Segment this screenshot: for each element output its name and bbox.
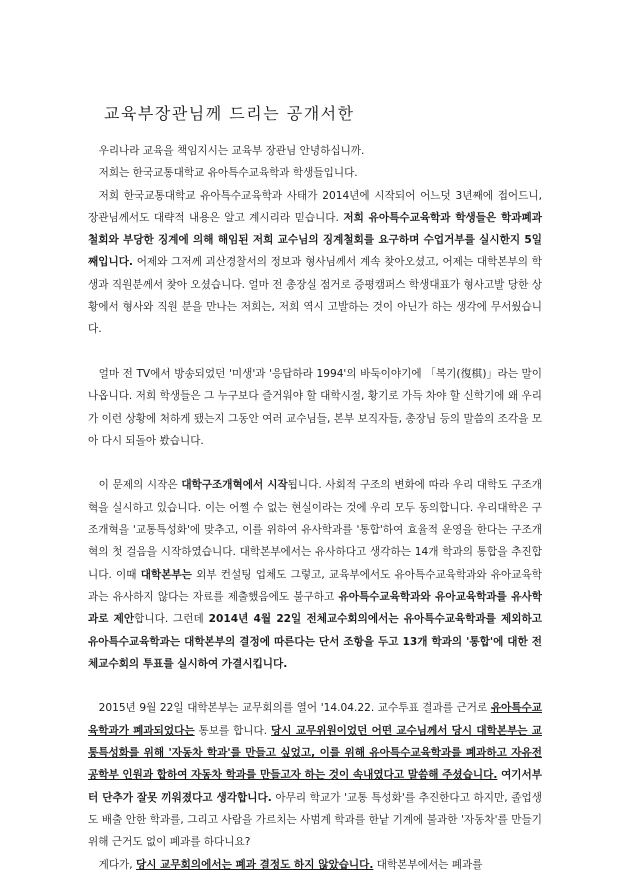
- paragraph: [88, 185, 542, 341]
- text-run: 2015년 9월 22일 대학본부는 교무회의를 열어 '14.04.22. 교수투표 결과를 근거로: [98, 702, 491, 715]
- paragraph: [88, 140, 542, 162]
- text-run: 당시 교무위원이었던 어떤 교수님께서 당시 대학본부는 교통특성화를 위해 '자동차 학과'를 만들고 싶었고, 이를 위해 유아특수교육학과를 폐과하고 자유전공학부 인원과 합하여 자동차 학과를 만들고자 하는 것이 속내였다고 말씀해 주셨습니다.: [88, 724, 542, 782]
- text-run: 2014년 4월 22일 전체교수회의에서는 유아특수교육학과를 제외하고 유아특수교육학과는 대학본부의 결정에 따른다는 단서 조항을 두고 13개 학과의 '통합'에 대한 전체교수회의 투표를 실시하여 가결시킵니다.: [88, 613, 542, 670]
- text-run: 됩니다. 사회적 구조의 변화에 따라 우리 대학도 구조개혁을 실시하고 있습니다. 이는 어쩔 수 없는 현실이라는 것에 우리 모두 동의합니다. 우리대학은 구조개혁을 '교통특성화'에 맞추고, 이를 위하여 유사학과를 '통합'하여 효율적 운영을 한다는 구조개혁의 첫 걸음을 시작하였습니다. 대학본부에서는 유사하다고 생각하는 14개 학과의 통합을 추진합니다. 이때: [88, 479, 543, 581]
- text-run: 통보를 합니다.: [194, 724, 272, 737]
- text-run: 당시 교무회의에서는 폐과 결정도 하지 않았습니다.: [136, 858, 374, 871]
- text-run: 합니다. 그런데: [134, 613, 209, 626]
- text-run: 대학구조개혁에서 시작: [181, 479, 288, 492]
- paragraph: [88, 697, 542, 853]
- text-run: 외부 컨설팅 업체도 그렇고, 교육부에서도 유아특수교육학과와 유아교육학과는 유사하지 않다는 자료를 제출했음에도 불구하고: [88, 568, 542, 603]
- text-run: 어제와 그저께 괴산경찰서의 정보과 형사님께서 계속 찾아오셨고, 어제는 대학본부의 학생과 직원분께서 찾아 오셨습니다. 얼마 전 총장실 점거로 증평캠퍼스 학생대표가 형사고발 당한 상황에서 형사와 직원 분을 만나는 저희는, 저희 역시 고발하는 것이 아닌가 하는 생각에 무서웠습니다.: [88, 256, 542, 336]
- text-run: 게다가,: [98, 858, 137, 871]
- text-run: 저희 유아특수교육학과 학생들은 학과폐과 철회와 부당한 징계에 의해 해임된 저희 교수님의 징계철회를 요구하며 수업거부를 실시한지 5일째입니다.: [88, 211, 542, 269]
- letter-body: [88, 140, 542, 876]
- text-run: 대학본부에서는 폐과를: [373, 858, 483, 871]
- letter-title: 교육부장관님께 드리는 공개서한: [104, 104, 355, 123]
- paragraph: [88, 854, 542, 876]
- text-run: 이 문제의 시작은: [98, 479, 182, 492]
- paragraph: [88, 363, 542, 452]
- text-run: 여기서부터 단추가 잘못 끼워졌다고 생각합니다.: [88, 769, 543, 804]
- text-run: 얼마 전 TV에서 방송되었던 '미생'과 '응답하라 1994'의 바둑이야기에 「복기(復棋)」라는 말이 나옵니다. 저희 학생들은 그 누구보다 즐거워야 할 대학시절, 황기로 가득 차야 할 신학기에 왜 우리가 이런 상황에 처하게 됐는지 그동안 여러 교수님들, 본부 보직자들, 총장님 등의 말씀의 조각을 모아 다시 되돌아 봤습니다.: [88, 367, 542, 447]
- paragraph: [88, 162, 542, 184]
- text-run: 우리나라 교육을 책임지시는 교육부 장관님 안녕하십니까.: [98, 145, 365, 157]
- paragraph: [88, 474, 542, 675]
- text-run: 저희는 한국교통대학교 유아특수교육학과 학생들입니다.: [98, 167, 358, 180]
- text-run: 대학본부는: [140, 568, 192, 581]
- text-run: 저희 한국교통대학교 유아특수교육학과 사태가 2014년에 시작되어 어느덧 3년째에 접어드니, 장관님께서도 대략적 내용은 알고 계시리라 믿습니다.: [88, 189, 542, 224]
- text-run: 유아특수교육학과와 유아교육학과를 유사학과로 제안: [88, 590, 543, 626]
- text-run: 아무리 학교가 '교통 특성화'를 추진한다고 하지만, 졸업생도 배출 안한 학과를, 그리고 사람을 가르치는 사범계 학과를 한낱 기계에 불과한 '자동차'를 만들기 위해 근거도 없이 폐과를 하다니요?: [88, 791, 542, 849]
- text-run: 유아특수교육학과가 폐과되었다는: [88, 702, 542, 737]
